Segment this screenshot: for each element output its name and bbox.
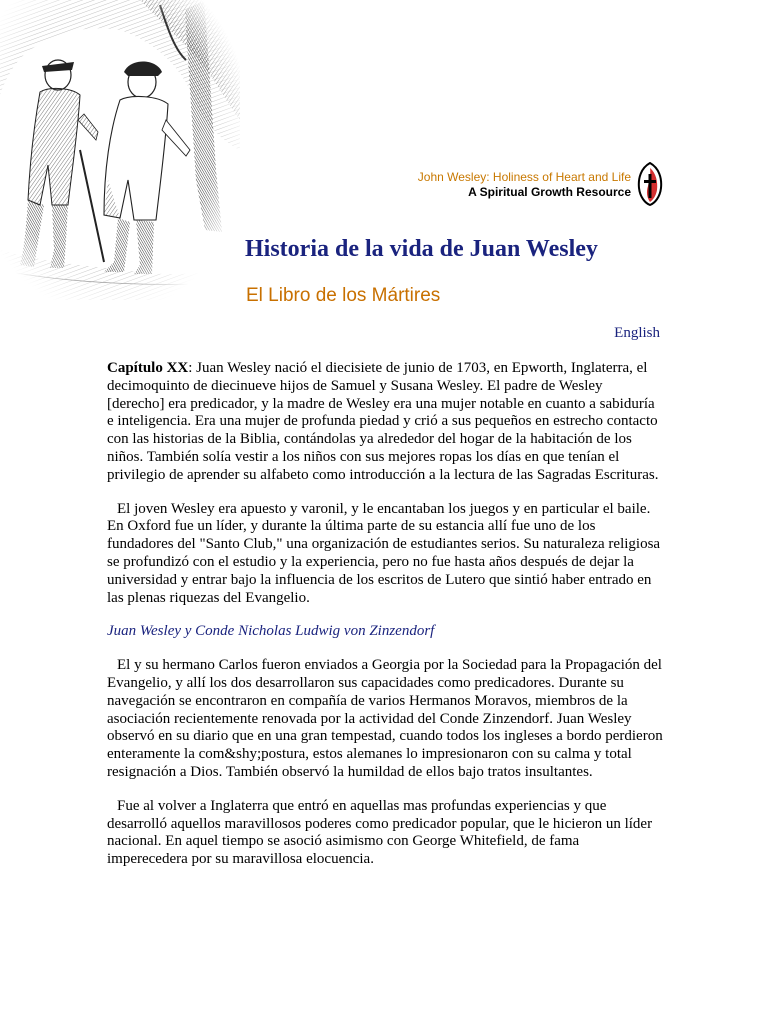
paragraph-georgia (107, 657, 663, 782)
site-banner[interactable] (390, 162, 665, 208)
banner-title: John Wesley: Holiness of Heart and Life (417, 170, 631, 184)
cross-and-flame-icon (637, 162, 663, 206)
page-title: Historia de la vida de Juan Wesley (245, 236, 598, 262)
english-language-link[interactable]: English (614, 325, 660, 341)
paragraph-england-return (107, 798, 663, 869)
paragraph-text: El y su hermano Carlos fueron enviados a Georgia por la Sociedad para la Propagación del Evangelio, y allí los dos desarrollaron sus capacidades como predicadores. Durante su navegación se encontraron en compañía de varios Hermanos Moravos, miembros de la asociación recientemente renovada por la actividad del Conde Zinzendorf. Juan Wesley observó en su diario que en una gran tempestad, cuando todos los ingleses a bordo perdieron enteramente la com&shy;postura, estos alemanes lo impresionaron con su calma y total resignación a Dios. También observó la humildad de ellos bajo tratos insultantes. (107, 657, 663, 780)
wesley-engraving-image (0, 0, 240, 300)
banner-tagline: A Spiritual Growth Resource (468, 185, 631, 199)
paragraph-text: Fue al volver a Inglaterra que entró en aquellas mas profundas experiencias y que desarrolló aquellos maravillosos poderes como predicador popular, que le hicieron un líder nacional. En aquel tiempo se asoció asimismo con George Whitefield, de fama imperecedera por su maravillosa elocuencia. (107, 797, 653, 868)
paragraph-text: El joven Wesley era apuesto y varonil, y le encantaban los juegos y en particular el baile. En Oxford fue un líder, y durante la última parte de su estancia allí fue uno de los fundadores del "Santo Club," una organización de estudiantes serios. Su naturaleza religiosa se profundizó con el estudio y la experiencia, pero no fue hasta años después de dejar la universidad y entrar bajo la influencia de los escritos de Lutero que sintió haber entrado en las plenas riquezas del Evangelio. (107, 500, 661, 606)
paragraph-chapter-intro (107, 360, 663, 485)
article-body (107, 360, 663, 885)
image-caption: Juan Wesley y Conde Nicholas Ludwig von Zinzendorf (107, 623, 435, 640)
paragraph-young-wesley (107, 501, 663, 608)
paragraph-text: : Juan Wesley nació el diecisiete de junio de 1703, en Epworth, Inglaterra, el decimoquinto de diecinueve hijos de Samuel y Susana Wesley. El padre de Wesley [derecho] era predicador, y la madre de Wesley era una mujer notable en cuanto a sabiduría e inteligencia. Era una mujer de profunda piedad y crió a sus pequeños en estrecho contacto con las historias de la Biblia, contándolas ya alrededor del hogar de la habitación de los niños. También solía vestir a los niños con sus mejores ropas los días en que tenían el privilegio de aprender su alfabeto como introducción a la lectura de las Sagradas Escrituras. (107, 360, 659, 483)
page-subtitle: El Libro de los Mártires (246, 285, 441, 306)
chapter-label: Capítulo XX (107, 360, 189, 376)
